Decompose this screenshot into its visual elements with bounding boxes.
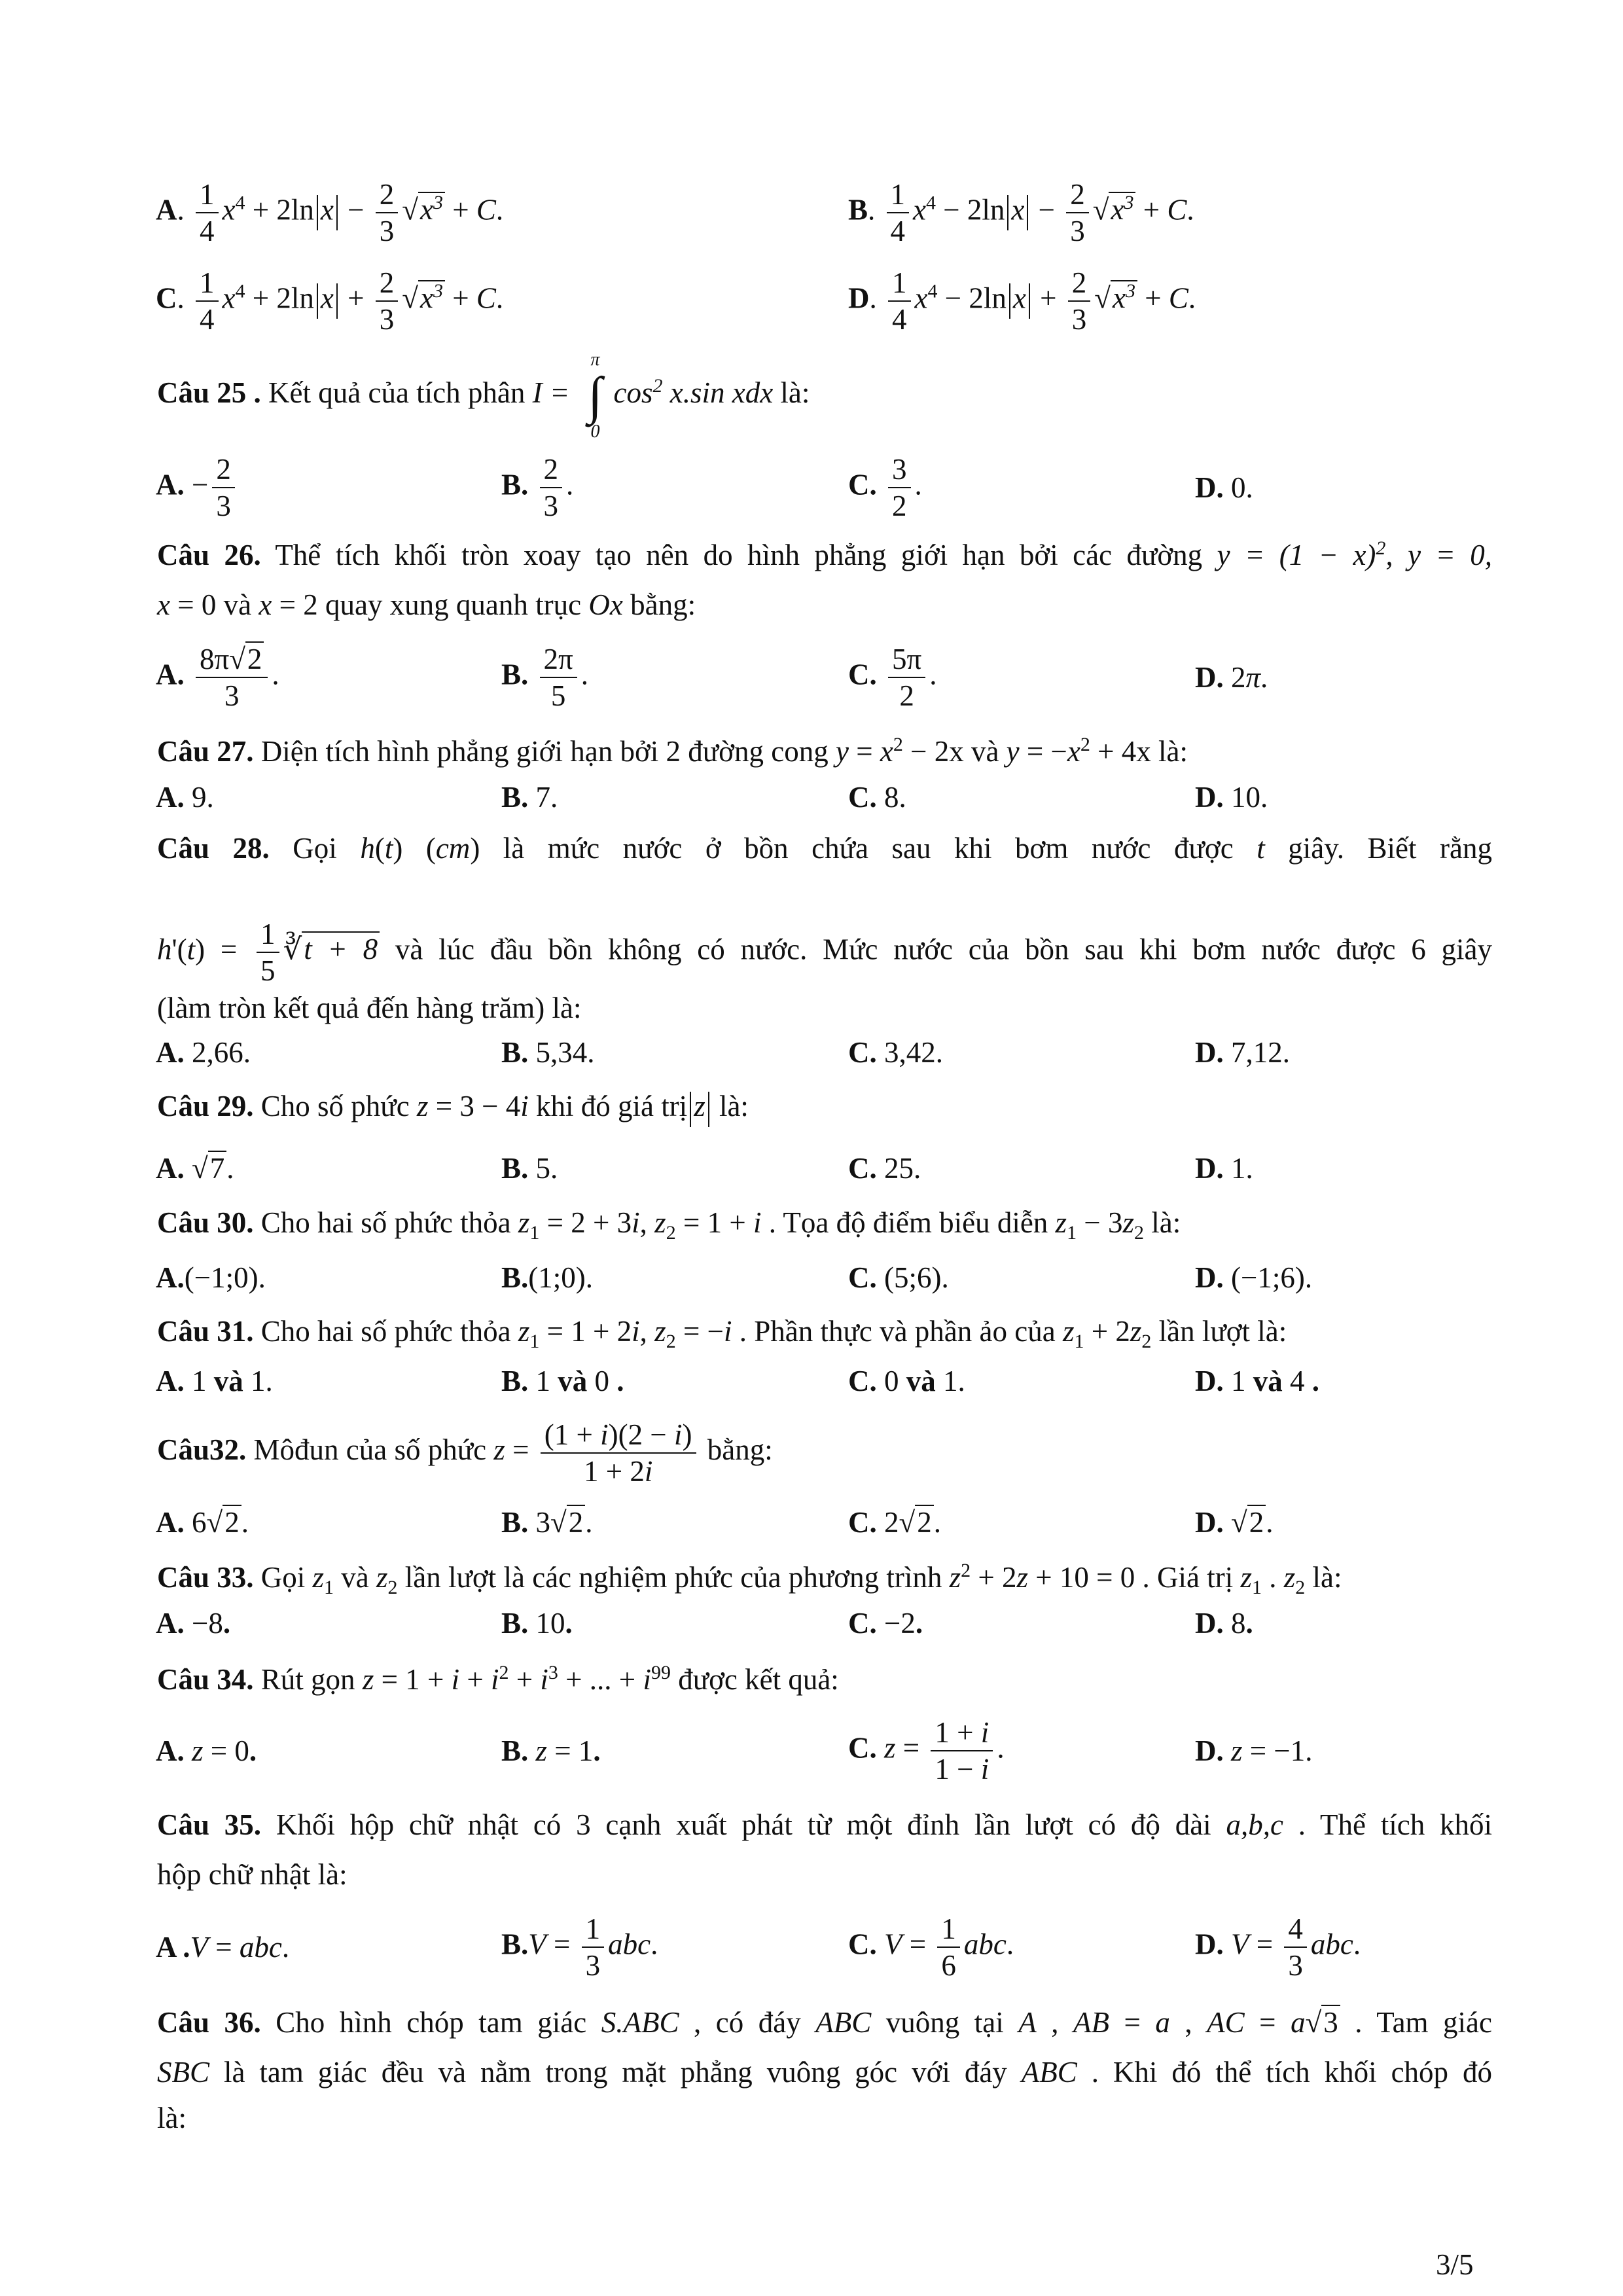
q33-option-b[interactable]: B. 10. xyxy=(501,1607,573,1640)
q31-option-c[interactable]: C. 0 và 1. xyxy=(848,1365,965,1397)
q27-option-c[interactable]: C. 8. xyxy=(848,781,906,814)
question-label: Câu 31. xyxy=(157,1315,254,1348)
q26-option-a[interactable]: A. $\frac{8\pi√2}{3}$ . xyxy=(156,643,279,712)
q29-stem: Câu 29. Cho số phức z = 3 − 4i khi đó giá trị z là: xyxy=(157,1086,1492,1127)
fraction: $\frac{2}{3}$ xyxy=(376,177,399,249)
q28-option-b[interactable]: B. 5,34. xyxy=(501,1036,595,1069)
q35-option-b[interactable]: B.V = $\frac{1}{3}$ abc. xyxy=(501,1912,658,1982)
q34-option-c[interactable]: C. z = $\frac{1 + i}{1 - i}$ . xyxy=(848,1716,1005,1785)
fraction: $\frac{1}{4}$ xyxy=(196,265,219,337)
question-text: Kết quả của tích phân xyxy=(268,376,526,409)
q27-stem: Câu 27. Diện tích hình phẳng giới hạn bởi 2 đường cong $y = x^2 - 2x$ và $y = -x^2 + 4x$ là: xyxy=(157,734,1188,768)
q28-option-c[interactable]: C. 3,42. xyxy=(848,1036,943,1069)
q26-option-b[interactable]: B. $\frac{2\pi}{5}$ . xyxy=(501,643,588,712)
fraction: $\frac{1}{4}$ xyxy=(888,265,911,337)
question-label: Câu 29. xyxy=(157,1090,254,1122)
q31-option-d[interactable]: D. 1 và 4 . xyxy=(1195,1365,1319,1397)
q30-option-b[interactable]: B.(1;0). xyxy=(501,1261,593,1294)
q26-option-c[interactable]: C. $\frac{5\pi}{2}$ . xyxy=(848,643,937,712)
integral-sign: π ∫ 0 xyxy=(588,349,603,442)
question-tail: là: xyxy=(780,376,810,409)
q31-option-b[interactable]: B. 1 và 0 . xyxy=(501,1365,624,1397)
q29-option-a[interactable]: A. √7. xyxy=(156,1152,234,1185)
q35-option-a[interactable]: A .V = abc. xyxy=(156,1931,290,1964)
q28-stem-line3: (làm tròn kết quả đến hàng trăm) là: xyxy=(157,992,582,1024)
curve-expression: $y = (1 - x)^2$, y = 0, xyxy=(1217,537,1493,571)
q35-option-c[interactable]: C. V = $\frac{1}{6}$ abc. xyxy=(848,1912,1014,1982)
q29-option-b[interactable]: B. 5. xyxy=(501,1152,558,1185)
q30-option-a[interactable]: A.(−1;0). xyxy=(156,1261,266,1294)
q25-option-b[interactable]: B. $\frac{2}{3}$ . xyxy=(501,453,574,522)
q28-stem-line1: Câu 28. Gọi h(t) (cm) là mức nước ở bồn chứa sau khi bơm nước được t giây. Biết rằng xyxy=(157,832,1492,865)
q31-option-a[interactable]: A. 1 và 1. xyxy=(156,1365,273,1397)
q26-option-d[interactable]: D. 2π. xyxy=(1195,661,1268,694)
question-label: Câu 34. xyxy=(157,1663,254,1696)
question-label: Câu 30. xyxy=(157,1206,254,1239)
page-number: 3/5 xyxy=(1436,2248,1474,2281)
q27-option-d[interactable]: D. 10. xyxy=(1195,781,1268,814)
q28-option-d[interactable]: D. 7,12. xyxy=(1195,1036,1290,1069)
q28-stem-line2: h'(t) = $\frac{1}{5}$ ∛t + 8 và lúc đầu bồn không có nước. Mức nước của bồn sau khi bơm nước được 6 giây xyxy=(157,918,1492,987)
question-label: Câu 36. xyxy=(157,2006,261,2039)
option-label: D xyxy=(848,281,870,315)
fraction: $\frac{2}{3}$ xyxy=(376,265,399,337)
question-label: Câu 28. xyxy=(157,832,270,865)
q32-stem: Câu32. Môđun của số phức z = $\frac{(1 + i)(2 - i)}{1 + 2i}$ bằng: xyxy=(157,1418,773,1488)
q26-stem-line2: x = 0 và x = 2 quay xung quanh trục Ox bằng: xyxy=(157,588,696,621)
q24-option-c[interactable]: C. $\frac{1}{4}$ $x^4 + 2\ln$ x + $\frac{2}{3}$ $√x^3 + C$. xyxy=(156,266,504,336)
question-label: Câu32. xyxy=(157,1433,247,1466)
q33-option-c[interactable]: C. −2. xyxy=(848,1607,923,1640)
q34-option-b[interactable]: B. z = 1. xyxy=(501,1734,601,1767)
question-label: Câu 35. xyxy=(157,1808,262,1841)
q24-option-a[interactable]: A. $\frac{1}{4}$ $x^4 + 2\ln$ x − $\frac{2}{3}$ $√x^3 + C$. xyxy=(156,178,504,247)
question-text: Thể tích khối tròn xoay tạo nên do hình phẳng giới hạn bởi các đường xyxy=(275,539,1203,571)
q25-stem xyxy=(157,347,1492,442)
fraction: $\frac{1}{4}$ xyxy=(887,177,910,249)
q33-option-d[interactable]: D. 8. xyxy=(1195,1607,1253,1640)
q32-option-b[interactable]: B. 3√2. xyxy=(501,1506,593,1539)
q31-stem: Câu 31. Cho hai số phức thỏa $z_1 = 1 + 2i$, $z_2 = -i$ . Phần thực và phần ảo của $z_1 + 2z_2$ lần lượt là: xyxy=(157,1315,1287,1352)
question-label: Câu 25 . xyxy=(157,376,261,409)
fraction: $\frac{1}{4}$ xyxy=(196,177,219,249)
q32-option-d[interactable]: D. √2. xyxy=(1195,1506,1274,1539)
q24-option-b[interactable]: B. $\frac{1}{4}$ $x^4 - 2\ln$ x − $\frac{2}{3}$ $√x^3 + C$. xyxy=(848,178,1194,247)
q30-stem: Câu 30. Cho hai số phức thỏa $z_1 = 2 + 3i$, $z_2 = 1 + i$ . Tọa độ điểm biểu diễn $z_1 - 3z_2$ là: xyxy=(157,1206,1181,1244)
q35-stem-line1: Câu 35. Khối hộp chữ nhật có 3 cạnh xuất phát từ một đỉnh lần lượt có độ dài a,b,c . Thể tích khối xyxy=(157,1808,1492,1841)
option-label: A xyxy=(156,193,177,226)
question-label: Câu 27. xyxy=(157,735,254,768)
q29-option-c[interactable]: C. 25. xyxy=(848,1152,921,1185)
q26-stem-line1 xyxy=(157,535,1492,575)
q33-option-a[interactable]: A. −8. xyxy=(156,1607,231,1640)
q32-option-c[interactable]: C. 2√2. xyxy=(848,1506,941,1539)
q36-stem-line2: SBC là tam giác đều và nằm trong mặt phẳng vuông góc với đáy ABC . Khi đó thể tích khối chóp đó xyxy=(157,2056,1492,2089)
question-label: Câu 33. xyxy=(157,1561,254,1594)
q35-stem-line2: hộp chữ nhật là: xyxy=(157,1858,348,1891)
q34-option-d[interactable]: D. z = −1. xyxy=(1195,1734,1313,1767)
option-label: C xyxy=(156,281,177,315)
q28-option-a[interactable]: A. 2,66. xyxy=(156,1036,251,1069)
q30-option-d[interactable]: D. (−1;6). xyxy=(1195,1261,1313,1294)
integral-expression: I = π ∫ 0 $\cos^2 x.\sin$ xdx xyxy=(532,349,774,442)
q27-option-a[interactable]: A. 9. xyxy=(156,781,214,814)
q25-option-a[interactable]: A. − $\frac{2}{3}$ xyxy=(156,452,239,524)
q25-option-c[interactable]: C. $\frac{3}{2}$ . xyxy=(848,453,922,522)
fraction: $\frac{2}{3}$ xyxy=(1068,265,1091,337)
q36-stem-line3: là: xyxy=(157,2102,187,2134)
option-label: B xyxy=(848,193,868,226)
q34-option-a[interactable]: A. z = 0. xyxy=(156,1734,257,1767)
q34-stem: Câu 34. Rút gọn $z = 1 + i + i^2 + i^3$ + ... + $i^{99}$ được kết quả: xyxy=(157,1662,839,1696)
fraction: $\frac{2}{3}$ xyxy=(1066,177,1089,249)
q27-option-b[interactable]: B. 7. xyxy=(501,781,558,814)
q25-option-d[interactable]: D. 0. xyxy=(1195,471,1253,504)
q35-option-d[interactable]: D. V = $\frac{4}{3}$ abc. xyxy=(1195,1912,1361,1982)
q36-stem-line1: Câu 36. Cho hình chóp tam giác S.ABC , có đáy ABC vuông tại A , AB = a , AC = a√3 . Tam giác xyxy=(157,2006,1493,2039)
q30-option-c[interactable]: C. (5;6). xyxy=(848,1261,949,1294)
q29-option-d[interactable]: D. 1. xyxy=(1195,1152,1253,1185)
q33-stem: Câu 33. Gọi $z_1$ và $z_2$ lần lượt là các nghiệm phức của phương trình $z^2 + 2z + 10 = 0$ . Giá trị $z_1$ . $z_2$ là: xyxy=(157,1560,1342,1598)
q24-option-d[interactable]: D. $\frac{1}{4}$ $x^4 - 2\ln$ x + $\frac{2}{3}$ $√x^3 + C$. xyxy=(848,266,1196,336)
q32-option-a[interactable]: A. 6√2. xyxy=(156,1506,249,1539)
question-label: Câu 26. xyxy=(157,539,261,571)
